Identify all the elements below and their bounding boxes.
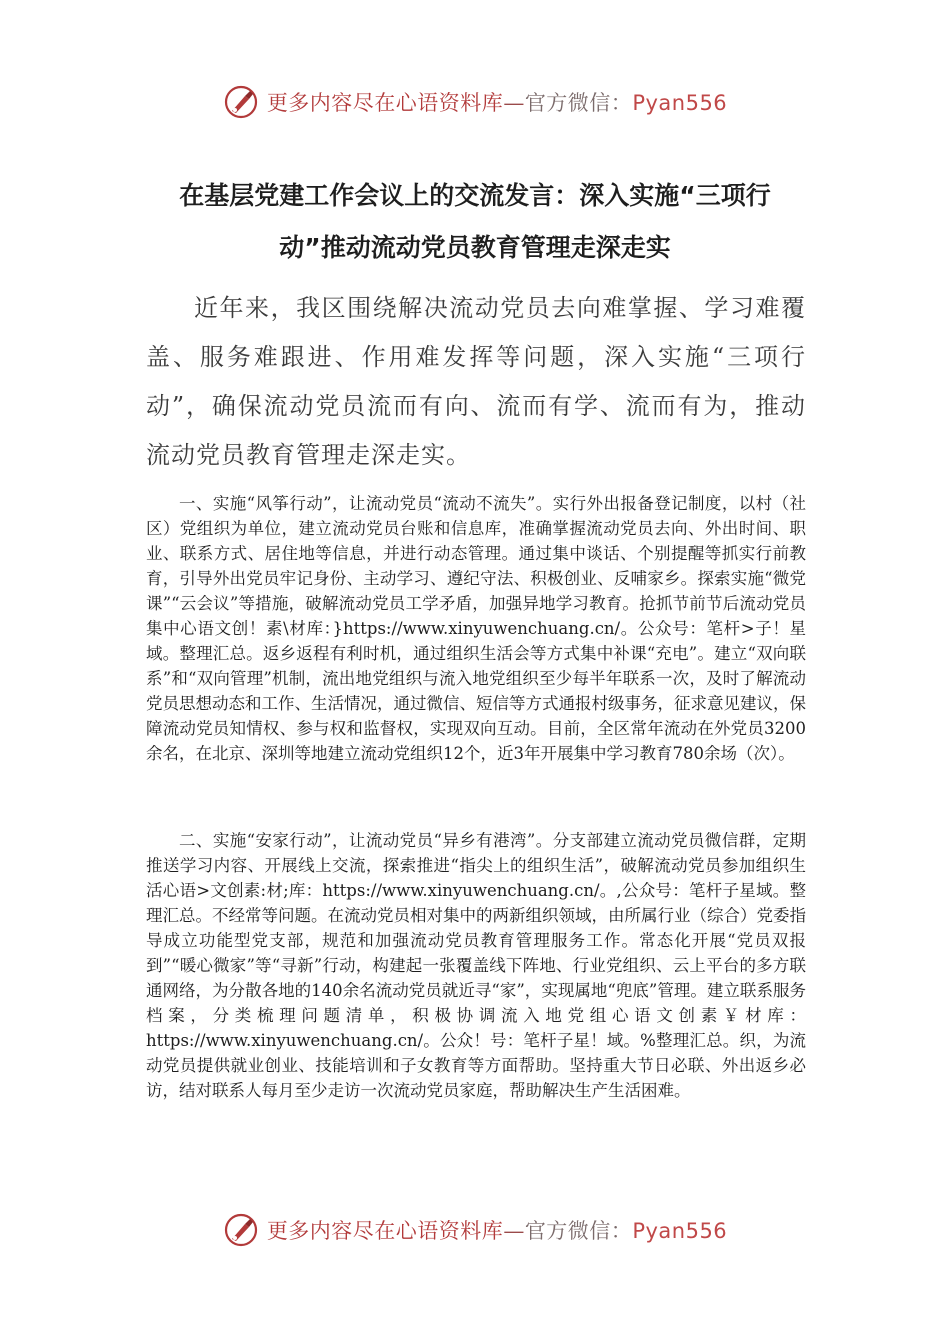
- footer-banner-dash: —: [503, 1219, 525, 1243]
- intro-paragraph: 近年来，我区围绕解决流动党员去向难掌握、学习难覆盖、服务难跟进、作用难发挥等问题，深入实施“三项行动”，确保流动党员流而有向、流而有学、流而有为，推动流动党员教育管理走深走实。: [146, 294, 806, 469]
- footer-banner-text: [267, 1215, 727, 1245]
- header-banner: [0, 80, 950, 124]
- pen-nib-logo-icon: [223, 84, 259, 120]
- section-paragraph-2: 二、实施“安家行动”，让流动党员“异乡有港湾”。分支部建立流动党员微信群，定期推送学习内容、开展线上交流，探索推进“指尖上的组织生活”，破解流动党员参加组织生活心语>文创素:材;库：https://www.xinyuwenchuang.cn/。,公众号：笔杆子星域。整理汇总。不经常等问题。在流动党员相对集中的两新组织领域，由所属行业（综合）党委指导成立功能型党支部，规范和加强流动党员教育管理服务工作。常态化开展“党员双报到”“暖心微家”等“寻新”行动，构建起一张覆盖线下阵地、行业党组织、云上平台的多方联通网络，为分散各地的140余名流动党员就近寻“家”，实现属地“兜底”管理。建立联系服务档案，分类梳理问题清单，积极协调流入地党组心语文创素￥材库：https://www.xinyuwenchuang.cn/。公众！号：笔杆子星！域。%整理汇总。织，为流动党员提供就业创业、技能培训和子女教育等方面帮助。坚持重大节日必联、外出返乡必访，结对联系人每月至少走访一次流动党员家庭，帮助解决生产生活困难。: [146, 831, 806, 1100]
- banner-wechat-label: 官方微信：: [524, 91, 633, 115]
- footer-banner-slogan: 更多内容尽在心语资料库: [266, 1219, 504, 1243]
- banner-slogan: 更多内容尽在心语资料库: [266, 91, 504, 115]
- banner-dash: —: [503, 91, 525, 115]
- banner-text: [267, 87, 727, 117]
- banner-wechat-id: Pyan556: [632, 91, 728, 115]
- document-title: 在基层党建工作会议上的交流发言：深入实施“三项行动”推动流动党员教育管理走深走实: [179, 181, 771, 262]
- footer-banner: [0, 1208, 950, 1252]
- footer-banner-wechat-label: 官方微信：: [524, 1219, 633, 1243]
- section-paragraph-1: 一、实施“风筝行动”，让流动党员“流动不流失”。实行外出报备登记制度，以村（社区）党组织为单位，建立流动党员台账和信息库，准确掌握流动党员去向、外出时间、职业、联系方式、居住地等信息，并进行动态管理。通过集中谈话、个别提醒等抓实行前教育，引导外出党员牢记身份、主动学习、遵纪守法、积极创业、反哺家乡。探索实施“微党课”“云会议”等措施，破解流动党员工学矛盾，加强异地学习教育。抢抓节前节后流动党员集中心语文创！素\材库：}https://www.xinyuwenchuang.cn/。公众号：笔杆>子！星域。整理汇总。返乡返程有利时机，通过组织生活会等方式集中补课“充电”。建立“双向联系”和“双向管理”机制，流出地党组织与流入地党组织至少每半年联系一次，及时了解流动党员思想动态和工作、生活情况，通过微信、短信等方式通报村级事务，征求意见建议，保障流动党员知情权、参与权和监督权，实现双向互动。目前，全区常年流动在外党员3200余名，在北京、深圳等地建立流动党组织12个，近3年开展集中学习教育780余场（次）。: [146, 494, 806, 763]
- pen-nib-logo-icon: [223, 1212, 259, 1248]
- footer-banner-wechat-id: Pyan556: [632, 1219, 728, 1243]
